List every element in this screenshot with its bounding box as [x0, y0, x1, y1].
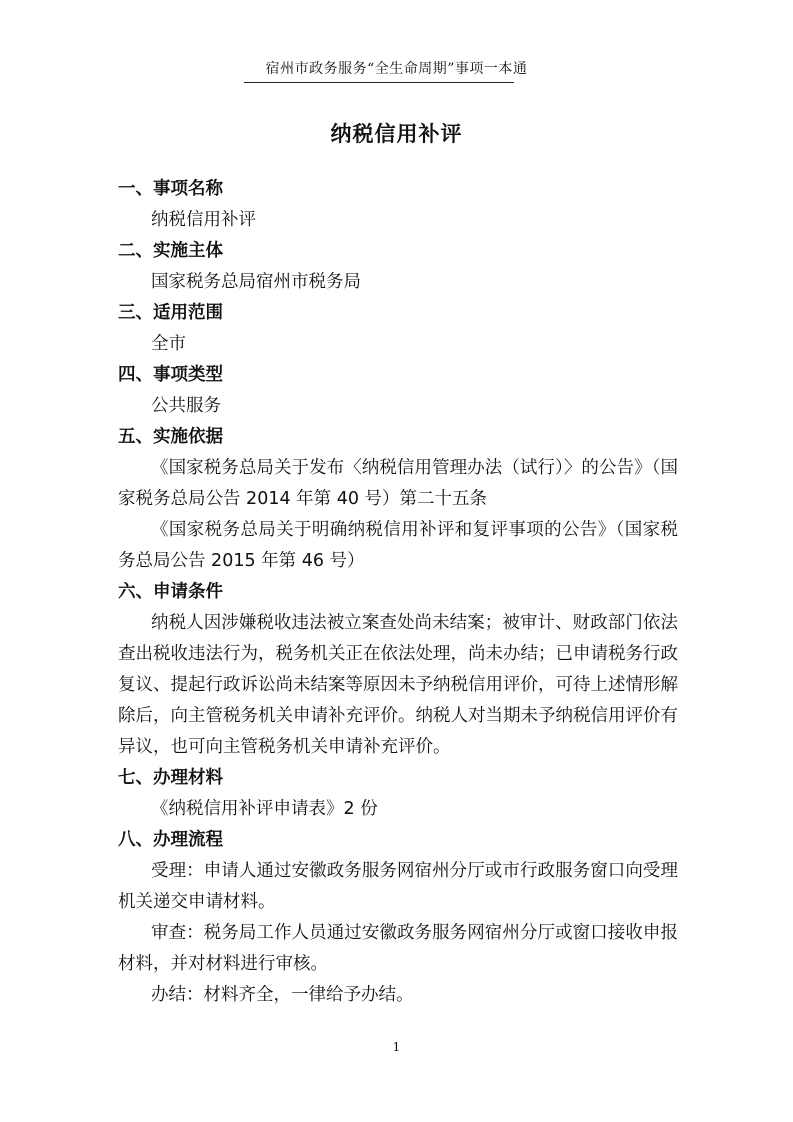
- section-paragraph: 审查：税务局工作人员通过安徽政务服务网宿州分厅或窗口接收申报材料，并对材料进行审核。: [118, 923, 678, 974]
- section-conditions: [118, 577, 678, 763]
- section-text: 《纳税信用补评申请表》2 份: [151, 799, 378, 819]
- section-paragraph: 受理：申请人通过安徽政务服务网宿州分厅或市行政服务窗口向受理机关递交申请材料。: [118, 861, 678, 912]
- section-heading: 一、事项名称: [118, 179, 223, 199]
- section-implementing-body: [118, 236, 678, 298]
- section-heading: 七、办理材料: [118, 768, 223, 788]
- document-title: 纳税信用补评: [330, 122, 463, 146]
- header-underline: [244, 82, 514, 83]
- section-item-name: [118, 174, 678, 236]
- section-paragraph: 《国家税务总局关于发布〈纳税信用管理办法（试行）〉的公告》（国家税务总局公告 2014 年第 40 号）第二十五条: [118, 458, 678, 509]
- section-text: 公共服务: [151, 396, 221, 416]
- section-legal-basis: [118, 422, 678, 577]
- section-paragraph: 纳税人因涉嫌税收违法被立案查处尚未结案；被审计、财政部门依法查出税收违法行为，税务机关正在依法处理，尚未办结；已申请税务行政复议、提起行政诉讼尚未结案等原因未予纳税信用评价，可待上述情形解除后，向主管税务机关申请补充评价。纳税人对当期未予纳税信用评价有异议，也可向主管税务机关申请补充评价。: [118, 613, 678, 757]
- document-body: [118, 174, 678, 1011]
- section-scope: [118, 298, 678, 360]
- page-number: 1: [392, 1040, 401, 1054]
- page-header: 宿州市政务服务“全生命周期”事项一本通: [265, 61, 528, 77]
- section-process: [118, 825, 678, 1011]
- section-heading: 八、办理流程: [118, 830, 223, 850]
- section-paragraph: 《国家税务总局关于明确纳税信用补评和复评事项的公告》（国家税务总局公告 2015 年第 46 号）: [118, 520, 678, 571]
- section-materials: [118, 763, 678, 825]
- section-item-type: [118, 360, 678, 422]
- section-heading: 二、实施主体: [118, 241, 223, 261]
- section-heading: 三、适用范围: [118, 303, 223, 323]
- section-paragraph: 办结：材料齐全，一律给予办结。: [151, 985, 414, 1005]
- section-heading: 六、申请条件: [118, 582, 223, 602]
- section-text: 纳税信用补评: [151, 210, 256, 230]
- section-text: 全市: [151, 334, 186, 354]
- section-heading: 四、事项类型: [118, 365, 223, 385]
- section-text: 国家税务总局宿州市税务局: [151, 272, 361, 292]
- section-heading: 五、实施依据: [118, 427, 223, 447]
